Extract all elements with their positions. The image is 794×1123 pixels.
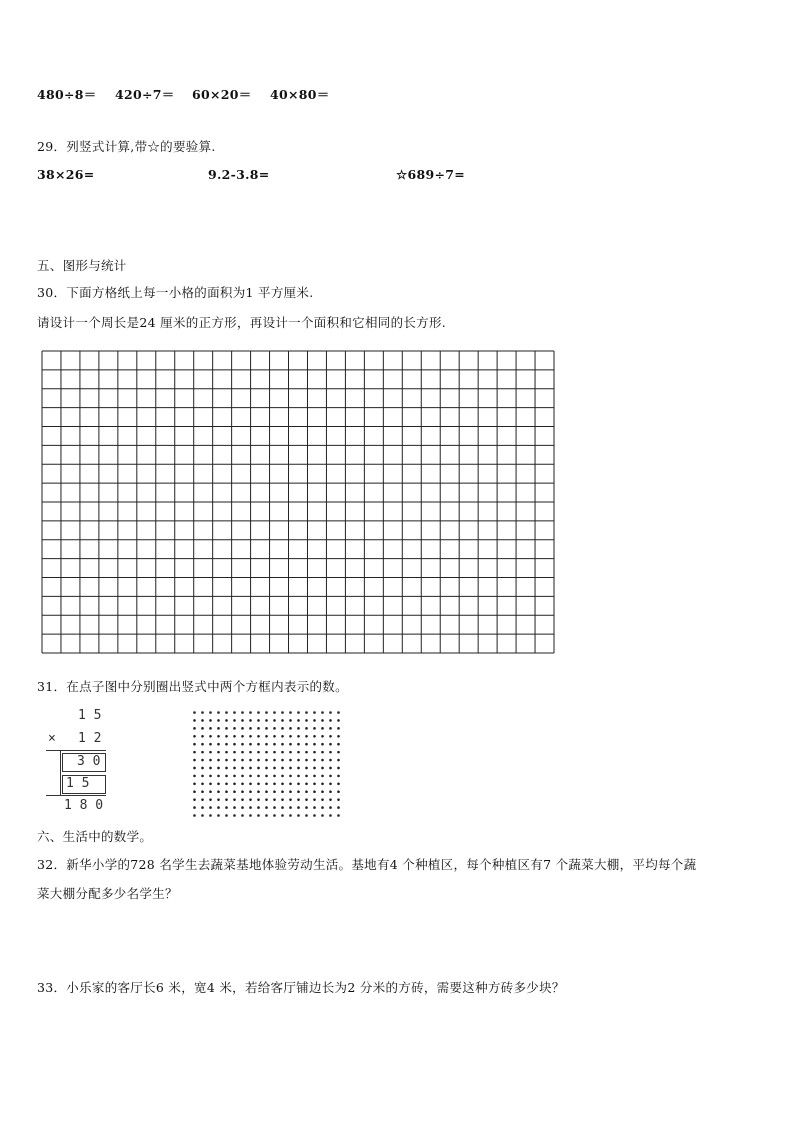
dot [193, 806, 196, 809]
q32-line1: 32．新华小学的728 名学生去蔬菜基地体验劳动生活。基地有4 个种植区，每个种植区有7 个蔬菜大棚，平均每个蔬 [37, 857, 697, 872]
dot [201, 806, 204, 809]
dot [201, 759, 204, 762]
dot [305, 719, 308, 722]
dot [225, 743, 228, 746]
dot [241, 759, 244, 762]
dot [257, 798, 260, 801]
dot [337, 767, 340, 770]
dot [193, 767, 196, 770]
dot [233, 767, 236, 770]
dot [337, 798, 340, 801]
dot [225, 767, 228, 770]
dot [273, 759, 276, 762]
dot [249, 798, 252, 801]
q29-title: 29．列竖式计算,带☆的要验算. [37, 139, 216, 154]
dot [265, 759, 268, 762]
dot [233, 790, 236, 793]
dot [209, 806, 212, 809]
dot [273, 735, 276, 738]
dot [265, 751, 268, 754]
dot [281, 751, 284, 754]
dot [257, 767, 260, 770]
dot [329, 711, 332, 714]
dot [217, 814, 220, 817]
dot [241, 767, 244, 770]
dot [329, 759, 332, 762]
dot [289, 735, 292, 738]
dot [265, 798, 268, 801]
dot [297, 719, 300, 722]
dot [201, 767, 204, 770]
dot [217, 775, 220, 778]
dot [193, 727, 196, 730]
dot [289, 751, 292, 754]
dot [241, 735, 244, 738]
dot [193, 790, 196, 793]
dot [241, 711, 244, 714]
dot [273, 806, 276, 809]
dot [313, 814, 316, 817]
q29-item-3: ☆689÷7= [396, 167, 466, 182]
dot [233, 775, 236, 778]
dot [209, 775, 212, 778]
dot [337, 711, 340, 714]
dot [233, 735, 236, 738]
dot [209, 790, 212, 793]
partial-product-1: 3 0 [77, 754, 101, 769]
dot [305, 798, 308, 801]
dot [265, 727, 268, 730]
product-result: 1 8 0 [64, 798, 104, 813]
dot [313, 783, 316, 786]
dot [225, 727, 228, 730]
dot [289, 814, 292, 817]
dot [209, 711, 212, 714]
dot [273, 790, 276, 793]
dot [289, 806, 292, 809]
calc-item-1: 480÷8＝ [37, 87, 97, 102]
dot [257, 719, 260, 722]
dot [201, 814, 204, 817]
dot [337, 775, 340, 778]
dot [249, 775, 252, 778]
dot [265, 711, 268, 714]
dot [305, 759, 308, 762]
dot [273, 775, 276, 778]
dot [281, 719, 284, 722]
dot [249, 743, 252, 746]
dot [329, 719, 332, 722]
dot [321, 767, 324, 770]
dot [305, 814, 308, 817]
dot [273, 767, 276, 770]
dot [281, 711, 284, 714]
dot [281, 814, 284, 817]
dot [209, 783, 212, 786]
dot [225, 759, 228, 762]
dot [305, 727, 308, 730]
dot [233, 727, 236, 730]
dot [193, 798, 196, 801]
dot [201, 783, 204, 786]
dot [289, 759, 292, 762]
dot [281, 806, 284, 809]
dot [321, 814, 324, 817]
dot [273, 783, 276, 786]
dot [217, 767, 220, 770]
dot [225, 711, 228, 714]
dot [201, 711, 204, 714]
dot [305, 790, 308, 793]
dot [305, 735, 308, 738]
dot [257, 806, 260, 809]
dot [257, 743, 260, 746]
dot [193, 719, 196, 722]
dot [329, 814, 332, 817]
dot [225, 783, 228, 786]
dot [273, 814, 276, 817]
dot [265, 743, 268, 746]
dot [329, 806, 332, 809]
dot [265, 790, 268, 793]
dot [241, 719, 244, 722]
dot [297, 806, 300, 809]
q32-line2: 菜大棚分配多少名学生？ [37, 886, 178, 901]
dot [257, 790, 260, 793]
dot [265, 767, 268, 770]
dot [281, 798, 284, 801]
dot [337, 719, 340, 722]
dot [209, 743, 212, 746]
dot [305, 711, 308, 714]
dot [233, 719, 236, 722]
dot [209, 727, 212, 730]
dot [329, 775, 332, 778]
dot [257, 751, 260, 754]
dot [321, 751, 324, 754]
dot [297, 751, 300, 754]
dot [313, 798, 316, 801]
dot [249, 767, 252, 770]
dot [337, 759, 340, 762]
dot [257, 783, 260, 786]
dot [297, 790, 300, 793]
dot [329, 751, 332, 754]
calc-item-3: 60×20＝ [192, 87, 252, 102]
dot [313, 711, 316, 714]
dot [257, 727, 260, 730]
dot [289, 743, 292, 746]
dot [265, 783, 268, 786]
dot [281, 790, 284, 793]
dot [313, 759, 316, 762]
dot [241, 783, 244, 786]
dot [273, 751, 276, 754]
grid-svg [41, 350, 555, 654]
section5-title: 五、图形与统计 [37, 258, 127, 273]
square-grid-paper [41, 350, 555, 654]
dot [241, 814, 244, 817]
dot [201, 719, 204, 722]
line-1 [46, 750, 106, 751]
vertical-multiplication [44, 708, 108, 816]
dot [289, 727, 292, 730]
dot [249, 727, 252, 730]
dot [193, 743, 196, 746]
dot [217, 790, 220, 793]
dot-grid-svg [193, 711, 340, 817]
times-sign: × [48, 731, 56, 746]
multiplier: 1 2 [78, 731, 102, 746]
dot [305, 751, 308, 754]
dot [329, 790, 332, 793]
dot [329, 727, 332, 730]
dot [233, 806, 236, 809]
dot [217, 783, 220, 786]
dot [313, 751, 316, 754]
multiplicand: 1 5 [78, 708, 102, 723]
dot [225, 790, 228, 793]
dot [193, 814, 196, 817]
dot [233, 751, 236, 754]
dot [225, 806, 228, 809]
dot [193, 783, 196, 786]
dot [265, 806, 268, 809]
dot [249, 759, 252, 762]
dot [297, 743, 300, 746]
dot [321, 790, 324, 793]
dot [209, 759, 212, 762]
dot [337, 735, 340, 738]
dot [217, 751, 220, 754]
dot [241, 806, 244, 809]
dot [329, 798, 332, 801]
dot [257, 735, 260, 738]
dot [321, 775, 324, 778]
dot [289, 775, 292, 778]
dot [329, 743, 332, 746]
dot [305, 767, 308, 770]
dot [337, 751, 340, 754]
dot [249, 719, 252, 722]
q31-title: 31．在点子图中分别圈出竖式中两个方框内表示的数。 [37, 679, 348, 694]
dot [321, 735, 324, 738]
dot [217, 806, 220, 809]
dot [289, 719, 292, 722]
dot [257, 775, 260, 778]
dot [281, 759, 284, 762]
dot [201, 727, 204, 730]
dot [209, 798, 212, 801]
dot [281, 767, 284, 770]
dot [329, 767, 332, 770]
dot [289, 790, 292, 793]
left-vertical-line [60, 751, 61, 795]
dot [313, 743, 316, 746]
partial-product-2: 1 5 [66, 776, 90, 791]
dot [249, 806, 252, 809]
dot [257, 759, 260, 762]
dot [225, 719, 228, 722]
dot [249, 735, 252, 738]
dot [321, 743, 324, 746]
dot [313, 775, 316, 778]
dot [297, 711, 300, 714]
dot [225, 798, 228, 801]
dot [297, 759, 300, 762]
dot [337, 790, 340, 793]
dot [305, 806, 308, 809]
dot [241, 751, 244, 754]
dot [233, 798, 236, 801]
dot [281, 743, 284, 746]
dot [265, 735, 268, 738]
dot [313, 767, 316, 770]
dot [289, 783, 292, 786]
dot [257, 814, 260, 817]
dot [337, 806, 340, 809]
dot [217, 735, 220, 738]
dot [225, 775, 228, 778]
dot [193, 711, 196, 714]
dot [297, 783, 300, 786]
dot [273, 727, 276, 730]
q29-item-2: 9.2-3.8= [208, 167, 270, 182]
dot-grid [193, 711, 340, 817]
q33-text: 33．小乐家的客厅长6 米，宽4 米，若给客厅铺边长为2 分米的方砖，需要这种方砖多少块？ [37, 980, 565, 995]
dot [209, 767, 212, 770]
dot [209, 751, 212, 754]
dot [321, 783, 324, 786]
dot [337, 814, 340, 817]
dot [225, 751, 228, 754]
dot [209, 814, 212, 817]
dot [313, 735, 316, 738]
dot [321, 759, 324, 762]
line-2 [46, 795, 106, 796]
dot [249, 790, 252, 793]
dot [225, 814, 228, 817]
dot [281, 727, 284, 730]
dot [329, 735, 332, 738]
dot [337, 743, 340, 746]
dot [249, 751, 252, 754]
dot [297, 814, 300, 817]
dot [193, 775, 196, 778]
dot [329, 783, 332, 786]
dot [321, 727, 324, 730]
dot [193, 735, 196, 738]
calc-item-4: 40×80＝ [270, 87, 330, 102]
dot [225, 735, 228, 738]
dot [241, 790, 244, 793]
dot [305, 775, 308, 778]
dot [337, 727, 340, 730]
dot [297, 727, 300, 730]
dot [321, 719, 324, 722]
dot [201, 735, 204, 738]
dot [337, 783, 340, 786]
dot [217, 759, 220, 762]
dot [249, 814, 252, 817]
dot [289, 711, 292, 714]
dot [281, 735, 284, 738]
dot [201, 743, 204, 746]
dot [201, 751, 204, 754]
dot [289, 798, 292, 801]
dot [305, 783, 308, 786]
dot [281, 783, 284, 786]
dot [297, 775, 300, 778]
dot [273, 743, 276, 746]
dot [217, 798, 220, 801]
dot [321, 711, 324, 714]
dot [233, 743, 236, 746]
dot [217, 711, 220, 714]
dot [273, 719, 276, 722]
dot [193, 751, 196, 754]
dot [233, 783, 236, 786]
dot [257, 711, 260, 714]
dot [265, 814, 268, 817]
dot [273, 711, 276, 714]
dot [241, 727, 244, 730]
dot [249, 783, 252, 786]
dot [209, 735, 212, 738]
dot [217, 727, 220, 730]
dot [297, 735, 300, 738]
dot [273, 798, 276, 801]
dot [313, 719, 316, 722]
dot [313, 727, 316, 730]
dot [241, 743, 244, 746]
section6-title: 六、生活中的数学。 [37, 829, 153, 844]
dot [233, 814, 236, 817]
dot [241, 798, 244, 801]
dot [233, 711, 236, 714]
q30-line1: 30．下面方格纸上每一小格的面积为1 平方厘米. [37, 285, 314, 300]
dot [201, 790, 204, 793]
dot [217, 743, 220, 746]
dot [313, 806, 316, 809]
calc-item-2: 420÷7＝ [115, 87, 175, 102]
dot [201, 775, 204, 778]
dot [321, 798, 324, 801]
dot [321, 806, 324, 809]
dot [313, 790, 316, 793]
dot [249, 711, 252, 714]
dot [297, 767, 300, 770]
dot [241, 775, 244, 778]
dot [281, 775, 284, 778]
q29-item-1: 38×26= [37, 167, 95, 182]
dot [233, 759, 236, 762]
dot [305, 743, 308, 746]
dot [297, 798, 300, 801]
dot [265, 775, 268, 778]
q30-line2: 请设计一个周长是24 厘米的正方形，再设计一个面积和它相同的长方形. [37, 315, 447, 330]
dot [265, 719, 268, 722]
dot [217, 719, 220, 722]
dot [289, 767, 292, 770]
dot [209, 719, 212, 722]
dot [193, 759, 196, 762]
dot [201, 798, 204, 801]
